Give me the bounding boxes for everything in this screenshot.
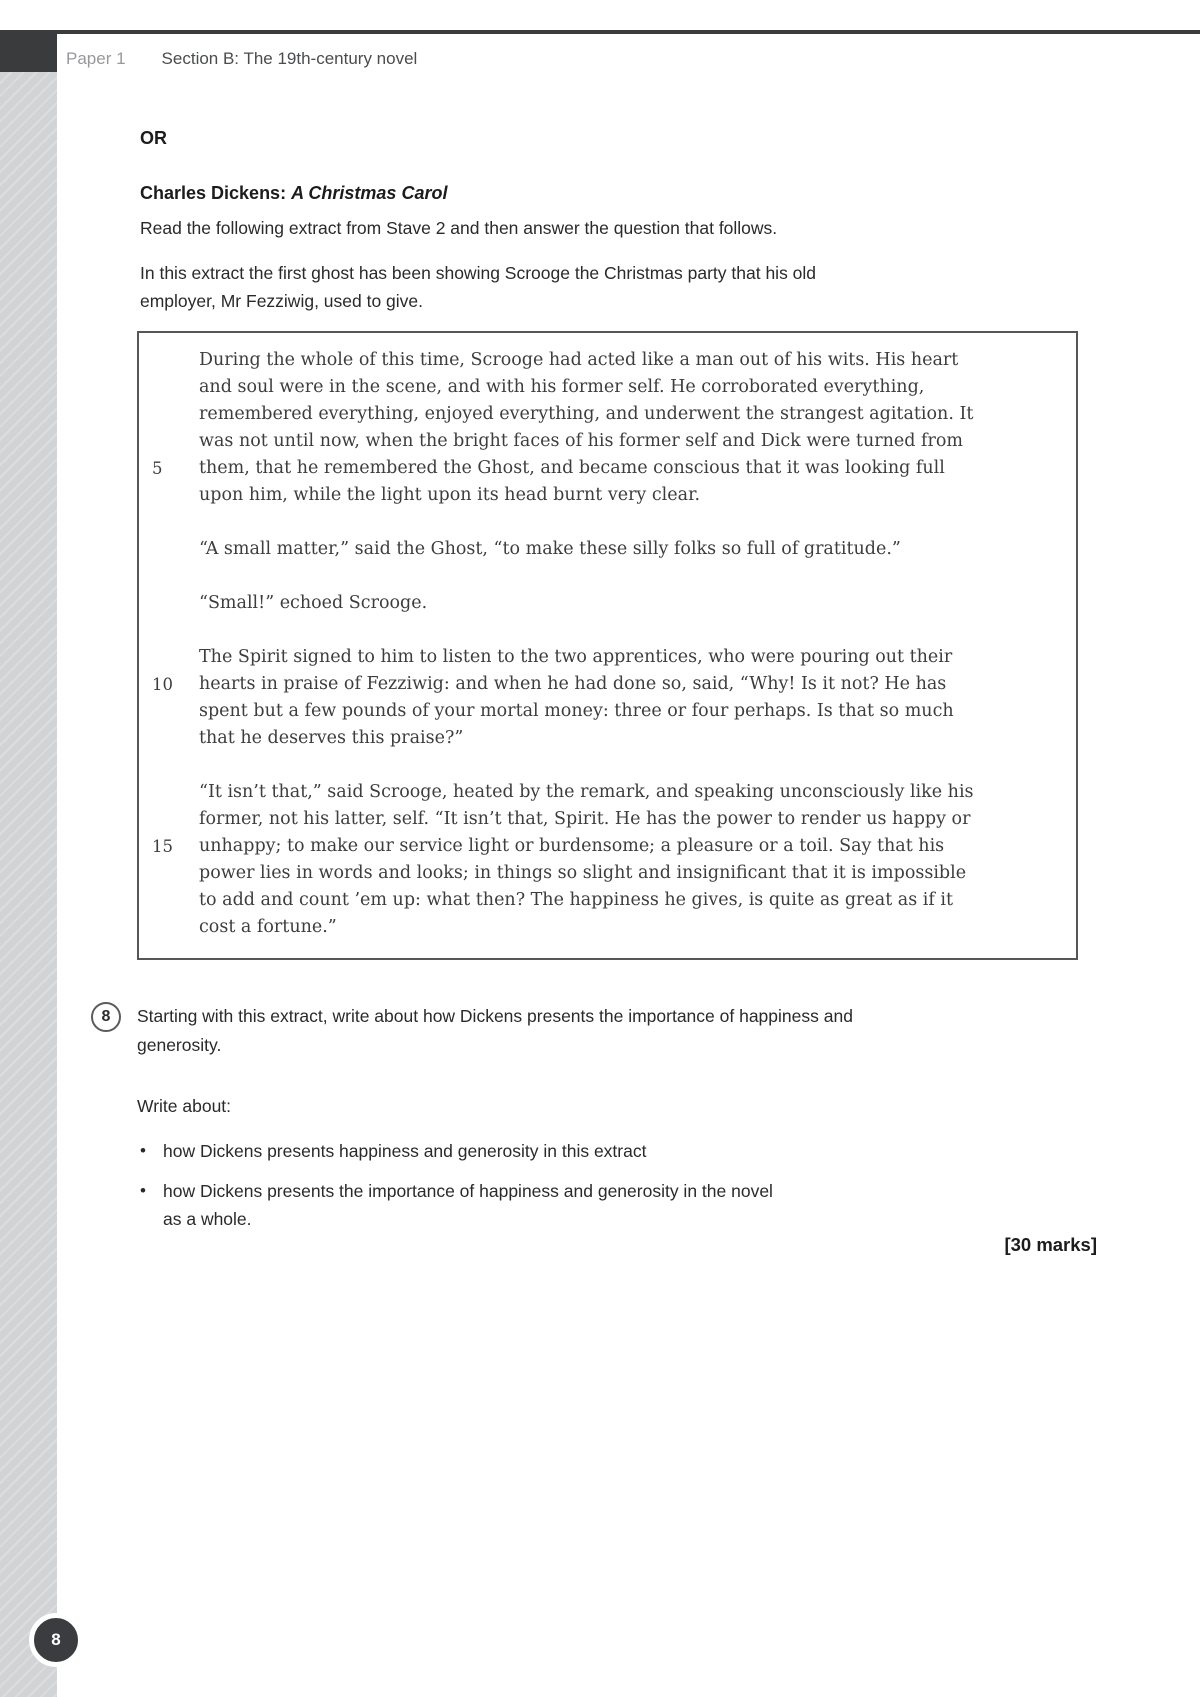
extract-line-number <box>139 374 199 401</box>
paper-label: Paper 1 <box>66 49 126 68</box>
extract-context-line2: employer, Mr Fezziwig, used to give. <box>140 291 424 311</box>
extract-line <box>139 914 1076 941</box>
extract-line-text: During the whole of this time, Scrooge had acted like a man out of his wits. His heart <box>199 350 959 370</box>
question-text-line1: Starting with this extract, write about how Dickens presents the importance of happiness and <box>137 1006 853 1026</box>
extract-line-text: and soul were in the scene, and with his former self. He corroborated everything, <box>199 377 925 397</box>
extract-line-number <box>139 590 199 617</box>
extract-line-text: The Spirit signed to him to listen to the two apprentices, who were pouring out their <box>199 647 953 667</box>
book-heading <box>140 183 447 204</box>
extract-line-text: cost a fortune.” <box>199 917 337 937</box>
extract-line-text: unhappy; to make our service light or burdensome; a pleasure or a toil. Say that his <box>199 836 945 856</box>
extract-context-line1: In this extract the first ghost has been showing Scrooge the Christmas party that his old <box>140 263 817 283</box>
extract-line <box>139 455 1076 482</box>
extract-line-text: spent but a few pounds of your mortal money: three or four perhaps. Is that so much <box>199 701 954 721</box>
page-number-badge <box>29 1613 83 1667</box>
extract-line-text: power lies in words and looks; in things so slight and insignificant that it is impossible <box>199 863 967 883</box>
extract-line-number <box>139 725 199 752</box>
extract-line-text: remembered everything, enjoyed everything, and underwent the strangest agitation. It <box>199 404 974 424</box>
extract-line-number <box>139 806 199 833</box>
extract-line-number: 10 <box>152 675 173 694</box>
author-name: Charles Dickens: <box>140 183 292 203</box>
bullet-text: how Dickens presents happiness and generosity in this extract <box>163 1141 647 1161</box>
extract-line <box>139 725 1076 752</box>
extract-line <box>139 374 1076 401</box>
extract-line-number <box>139 644 199 671</box>
page-number: 8 <box>51 1630 61 1649</box>
extract-line-number <box>139 860 199 887</box>
extract-line-number <box>139 914 199 941</box>
extract-line-number <box>139 401 199 428</box>
extract-line-text: hearts in praise of Fezziwig: and when he had done so, said, “Why! Is it not? He has <box>199 674 947 694</box>
extract-line-number <box>139 698 199 725</box>
extract-line-number <box>139 887 199 914</box>
extract-line <box>139 671 1076 698</box>
extract-line-text: that he deserves this praise?” <box>199 728 464 748</box>
or-label: OR <box>140 128 167 148</box>
extract-line-text: former, not his latter, self. “It isn’t that, Spirit. He has the power to render us happy or <box>199 809 971 829</box>
extract-line-number <box>139 779 199 806</box>
read-instruction: Read the following extract from Stave 2 and then answer the question that follows. <box>140 218 778 238</box>
extract-line <box>139 698 1076 725</box>
top-rule-bar <box>0 30 1200 34</box>
bullet-icon: • <box>140 1181 146 1200</box>
extract-line <box>139 860 1076 887</box>
bullet-list <box>140 1137 1020 1233</box>
extract-line <box>139 590 1076 617</box>
extract-line <box>139 833 1076 860</box>
extract-line-number <box>139 482 199 509</box>
extract-line <box>139 401 1076 428</box>
extract-line-text: “Small!” echoed Scrooge. <box>199 593 428 613</box>
extract-line-text: “It isn’t that,” said Scrooge, heated by the remark, and speaking unconsciously like his <box>199 782 974 802</box>
extract-line-number <box>139 347 199 374</box>
running-header <box>66 47 417 71</box>
extract-line-number <box>139 428 199 455</box>
extract-line <box>139 806 1076 833</box>
question-number: 8 <box>101 1008 111 1025</box>
extract-context <box>140 259 816 315</box>
extract-line <box>139 536 1076 563</box>
extract-line <box>139 347 1076 374</box>
extract-line-text: to add and count ’em up: what then? The happiness he gives, is quite as great as if it <box>199 890 954 910</box>
extract-line <box>139 887 1076 914</box>
extract-line-text: upon him, while the light upon its head burnt very clear. <box>199 485 701 505</box>
extract-line-number: 15 <box>152 837 173 856</box>
extract-line-number <box>139 536 199 563</box>
question-number-badge <box>91 1002 121 1032</box>
question-text <box>137 1002 1017 1060</box>
bullet-item <box>140 1177 1020 1205</box>
extract-line-text: “A small matter,” said the Ghost, “to make these silly folks so full of gratitude.” <box>199 539 901 559</box>
extract-line <box>139 482 1076 509</box>
extract-line-text: them, that he remembered the Ghost, and became conscious that it was looking full <box>199 458 945 478</box>
extract-line-text: was not until now, when the bright faces of his former self and Dick were turned from <box>199 431 963 451</box>
striped-margin-strip <box>0 72 57 1697</box>
extract-line <box>139 779 1076 806</box>
bullet-item <box>140 1137 1020 1165</box>
book-title: A Christmas Carol <box>291 183 448 203</box>
section-label: Section B: The 19th-century novel <box>161 49 418 68</box>
bullet-text: how Dickens presents the importance of happiness and generosity in the novel <box>163 1181 773 1201</box>
bullet-item-continuation: as a whole. <box>163 1209 252 1229</box>
extract-box <box>137 331 1078 960</box>
extract-line <box>139 644 1076 671</box>
extract-line <box>139 428 1076 455</box>
extract-line-number: 5 <box>152 459 163 478</box>
question-text-line2: generosity. <box>137 1035 222 1055</box>
marks-label: [30 marks] <box>1004 1234 1097 1255</box>
bullet-icon: • <box>140 1141 146 1160</box>
write-about-label: Write about: <box>137 1096 232 1116</box>
corner-accent-block <box>0 30 57 72</box>
